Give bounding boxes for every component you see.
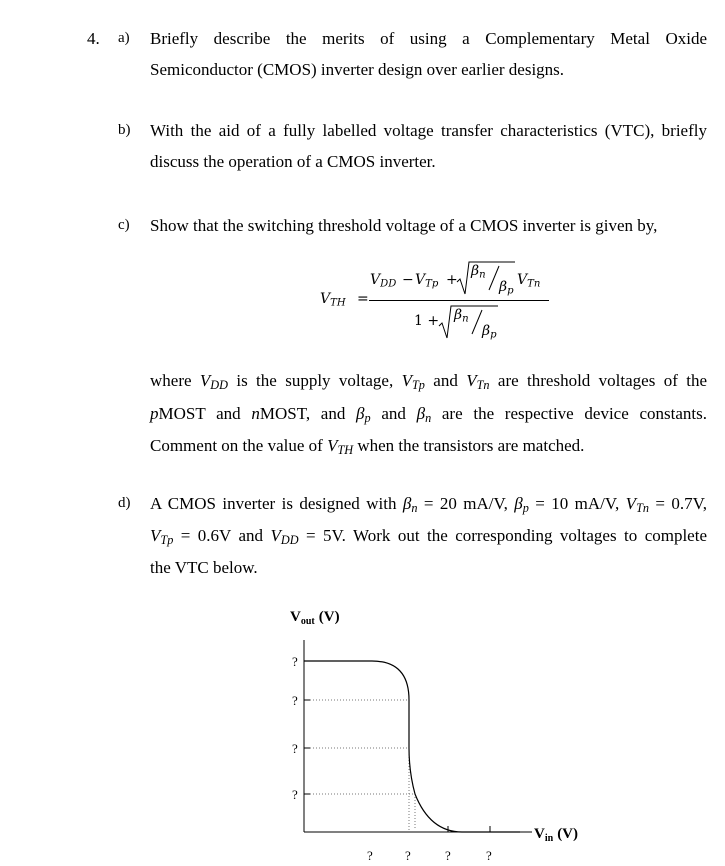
vtc-curve <box>304 661 520 832</box>
formula-num-vtp: $V_{Tp}$ <box>415 272 439 290</box>
guide-lines <box>304 661 415 830</box>
formula-den-beta-p: $\beta_p$ <box>482 323 497 341</box>
formula-num-vdd: $V_{DD}$ <box>370 272 397 290</box>
switching-threshold-formula <box>0 0 725 360</box>
part-c-label: c) <box>118 217 130 233</box>
part-a-label: a) <box>118 30 130 46</box>
formula-lhs: $V_{TH}$ <box>320 291 346 309</box>
x-tick-label-4: ? <box>486 848 492 863</box>
x-axis-label: $V_{in}$ (V) <box>534 826 579 844</box>
part-c-line-1: Show that the switching threshold voltage of a CMOS inverter is given by, <box>150 216 658 235</box>
part-d-line-1: A CMOS inverter is designed with $\beta_n = 20$ mA/V, $\beta_p = 10$ mA/V, $V_{Tn} = 0.7V$, <box>150 494 707 516</box>
part-b-line-1: With the aid of a fully labelled voltage transfer characteristics (VTC), briefly <box>150 121 707 140</box>
x-tick-label-1: ? <box>367 848 373 863</box>
formula-num-beta-n: $\beta_n$ <box>471 263 486 281</box>
question-number: 4. <box>87 29 100 48</box>
vtc-chart <box>0 590 725 866</box>
y-tick-label-3: ? <box>292 741 298 756</box>
y-tick-label-1: ? <box>292 654 298 669</box>
x-tick-label-3: ? <box>445 848 451 863</box>
part-b-line-2: discuss the operation of a CMOS inverter. <box>150 152 436 171</box>
part-a-line-1: Briefly describe the merits of using a Complementary Metal Oxide <box>150 29 707 48</box>
part-d-line-2: $V_{Tp} = 0.6V$ and $V_{DD} = 5V$. Work out the corresponding voltages to complete <box>150 526 708 548</box>
formula-equals: = <box>357 291 369 307</box>
part-b-label: b) <box>118 122 131 138</box>
y-tick-label-2: ? <box>292 693 298 708</box>
y-axis-label: $V_{out}$ (V) <box>290 609 340 627</box>
part-c-where-line-2: pMOST and nMOST, and $\beta_p$ and $\beta_n$ are the respective device constants. <box>150 404 707 426</box>
part-c-where-line-3: Comment on the value of $V_{TH}$ when the transistors are matched. <box>150 436 585 458</box>
formula-den-one-plus: 1 + <box>414 313 440 329</box>
formula-num-vtn: $V_{Tn}$ <box>517 272 541 290</box>
y-tick-label-4: ? <box>292 787 298 802</box>
part-d-line-3: the VTC below. <box>150 558 258 577</box>
formula-num-beta-p: $\beta_p$ <box>499 279 514 297</box>
part-d-label: d) <box>118 495 131 511</box>
x-tick-label-2: ? <box>405 848 411 863</box>
formula-den-beta-n: $\beta_n$ <box>454 307 469 325</box>
part-c-where-line-1: where $V_{DD}$ is the supply voltage, $V_{Tp}$ and $V_{Tn}$ are threshold voltages of the <box>150 371 708 393</box>
formula-fraction-bar <box>369 300 549 301</box>
formula-minus: − <box>402 272 414 288</box>
part-a-line-2: Semiconductor (CMOS) inverter design over earlier designs. <box>150 60 565 79</box>
formula-plus: + <box>446 272 458 288</box>
